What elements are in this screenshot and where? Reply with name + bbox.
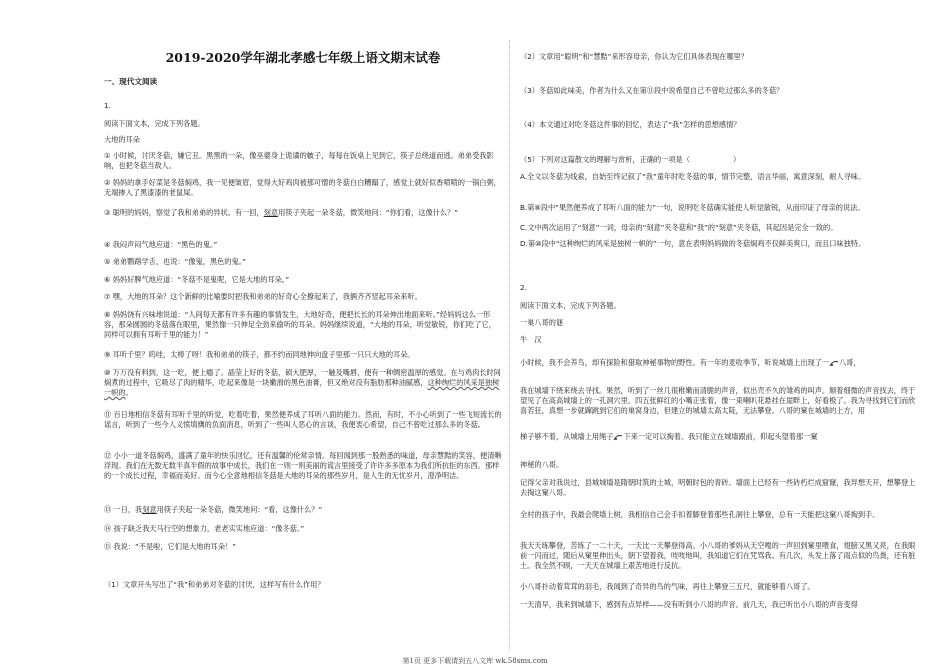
page-footer: 第1页 更多下载请到五八文库 wk.58sms.com [402,657,548,665]
paragraph-7: 我天天练攀登，苦练了一二十天，一天比一天攀登得高。小八哥的爹妈从天空嘎的一声回到窠里喂食，翅膀又黑又亮，在我眼前一闪而过，随后从窠里伸出头，朝下望着我，吱吱地叫，我知道它们在咒骂我。有几次，头发上落了雨点似的鸟粪，还有脏土。我全然不顾，一天天在城墙上艰苦地进行反抗。 [520,541,916,570]
sub-question-1: （1）文章开头写出了“我”和弟弟对冬菇的讨厌，这样写有什么作用？ [104,580,325,589]
option-a: A.全文以冬菇为线索，自始至终记叙了“我”童年时吃冬菇的事，情节完整，语言华丽，寓意深刻，耐人寻味。 [520,172,866,181]
question-number: 2. [520,283,527,292]
paragraph-1: 小时候，我不会养鸟，却有探险和猎取神秘事物的野性。有一年的麦收季节，听说城墙上出现了一 八哥， [520,358,861,367]
underlined-word: 刻意 [142,505,157,514]
paragraph-6: 全村的孩子中，我最会爬墙上树，我相信自己会手扣着脚登着那些孔洞往上攀登，总有一天能把这窠八哥掏到手。 [520,510,880,519]
paragraph-5: 记得父亲对我说过，县城城墙是隋朝时筑的土城，明朝时包的青砖。墙面上已经有一些砖朽烂成窟窿，我异想天开，想攀登上去掏这窠八哥。 [520,478,916,497]
exam-title: 2019-2020学年湖北孝感七年级上语文期末试卷 [165,50,441,65]
option-c: C.文中两次运用了“刻意”一词，母亲的“刻意”夹冬菇和“我”的“刻意”夹冬菇，其起因是完全一致的。 [520,223,838,232]
paragraph-3: ③ 聪明的妈妈，察觉了我和弟弟的异状。有一回，刻意用筷子夹起一朵冬菇，微笑地问：“你们看，这像什么？” [104,208,459,217]
paragraph-13: ⑬ 一日，我刻意用筷子夹起一朵冬菇，微笑地问：“看，这像什么？” [104,505,323,514]
underlined-word: 刻意 [263,208,279,217]
sub-question-3: （3）冬菇如此味美，作者为什么又在第⑪段中说希望自己不曾吃过那么多的冬菇？ [520,86,784,95]
passage-title: 一巢八哥的谜 [520,318,564,327]
paragraph-2: ② 妈妈的拿手好菜是冬菇焖鸡，我一见便皱眉，觉得大好鸡肉被那可憎的冬菇白白糟蹋了，感觉上就好似香喷喷的一锅白粥，无端掺入了黑漆漆的老鼠屎。 [104,178,501,197]
paragraph-12: ⑫ 小小一道冬菇焖鸡，盛满了童年的快乐回忆，还有温馨的伦常亲情。每回闻到那一股熟悉的味道，母亲慧黠的笑容，便清晰浮现。我们在无数无数半真半假的故事中成长，我们在一则一则美丽的谎言里接受了许许多多原本为我们所抗拒的东西。那样的一个成长过程，幸福而美好。而今心全意地相信冬菇是大地的耳朵的那些岁月，是人生的无忧岁月，澄净明洁。 [104,451,502,480]
sub-question-4: （4）本文通过对吃冬菇这件事的回忆，表达了“我”怎样的思想感情？ [520,120,741,129]
paragraph-5: ⑤ 弟弟鹦鹉学舌，也说：“像鬼，黑色的鬼。” [104,257,246,266]
question-number: 1. [104,101,111,110]
paragraph-4: 神秘的八哥。 [520,460,564,469]
option-b: B.第⑧段中“果然便养成了耳听八面的能力”一句，说明吃冬菇确实能使人听觉敏锐，从而印证了母亲的说法。 [520,203,865,212]
paragraph-4: ④ 我闷声闷气地应道：“黑色的鬼。” [104,240,218,249]
paragraph-9: ⑨ 耳听千里？呜哇，太棒了呀！我和弟弟的筷子，都不约而同地伸向盘子里那一只只大地的耳朵。 [104,350,415,359]
paragraph-9: 一天清早，我来到城墙下，感到有点异样——没有听到小八哥的声音。前几天，我已听出小八哥的声音变得 [520,600,858,609]
option-d: D.第⑩段中“这种绚烂的风采是独树一帜的”一句，意在表明妈妈做的冬菇焖鸡不仅鲜美爽口，而且口味独特。 [520,239,866,248]
paragraph-3: 梯子够不着，从城墙上用绳子 下来一定可以掏着。我只能立在城墙跟前，仰起头望着那一窠 [520,432,818,441]
paragraph-11: ⑪ 百日地相信冬菇有耳听千里的听觉，吃着吃着，果然便养成了耳听八面的能力。然而，有时，不小心听到了一些飞短流长的谣言，听到了一些今人义愤填膺的负面消息，听到了一些叫人恶心的言谈，我便衷心希望，自己不曾吃过那么多的冬菇。 [104,410,502,429]
column-divider [509,40,510,650]
paragraph-1: ① 小时候，讨厌冬菇，嫌它丑。黑黑的一朵，像巫婆身上诡谲的帔子，每每在饭桌上见到它，筷子总绕道而逃。弟弟受我影响，也把冬菇当敌人。 [104,151,494,170]
passage-author: 牛 汉 [520,335,542,344]
paragraph-7: ⑦ 嘿，大地的耳朵？这个新鲜的比喻要时把我和弟弟的好奇心全撩起来了，我俩齐齐竖起耳朵来听。 [104,292,422,301]
question-intro: 阅读下面文本，完成下列各题。 [104,119,205,128]
paragraph-6: ⑥ 妈妈好脾气地应道：“冬菇不是鬼呢，它是大地的耳朵。” [104,275,290,284]
inline-image-icon [613,433,623,442]
sub-question-2: （2）文章用“聪明”和“慧黠”来形容母亲，你认为它们具体表现在哪里？ [520,52,748,61]
paragraph-14: ⑭ 孩子缺乏我天马行空的想象力，老老实实地应道：“像冬菇。” [104,524,305,533]
wavy-underlined-sentence: 这种绚烂的风采是独树一帜的 [104,378,500,397]
sub-question-5: （5）下列对这篇散文的理解与赏析，正确的一项是（ ） [520,155,741,164]
question-intro: 阅读下面文本，完成下列各题。 [520,301,621,310]
paragraph-2: 我在城墙下绕来绕去寻找。果然，听到了一丝几很稚嫩而清脆的声音，似出壳不久的雏鸡的叫声。顺着细微的声音找去，终于望见了在高高城墙上的一孔洞穴里。四五张鲜红的小嘴正张着，像一束喇叭花悬挂在崖畔上，好看极了。我为寻找到它们而欣喜若狂，真想一步就蹿跳到它们的巢窝身边，但建立的城墙太高太陡，无法攀登。八哥的窠在城墙的上方，用 [520,386,916,415]
paragraph-8: 小八哥扑动着茸茸的羽毛，我闻到了奇异的鸟的气味，再往上攀登三五尺，就能够着八哥了。 [520,582,815,591]
inline-image-icon [829,359,839,368]
paragraph-15: ⑮ 我说：“不是啦，它们是大地的耳朵！” [104,542,236,551]
paragraph-10: ⑩ 万万没有料到，这一吃，便上瘾了。晶莹上好的冬菇，硕大肥厚，一触及嘴唇，便有一种绸密温厚的感觉。在与鸡肉长时间焖煮的过程中，它吸尽了肉的精华，吃起来像是一块嫩滑的黑色油膏，但又绝对没有脂肪那种油腻感，这种绚烂的风采是独树一帜的。 [104,368,501,397]
passage-title: 大地的耳朵 [104,135,140,144]
section-heading: 一、现代文阅读 [104,77,158,86]
paragraph-8: ⑧ 妈妈饶有兴味地说道：“人间每天都有许多有趣的事情发生，大地好奇，便把长长的耳朵伸出地面来听。”经妈妈这么一形容，那朵圆圆的冬菇落在眼里，果然像一只伸足全劲来偷听的耳朵。妈妈继续说道，“大地的耳朵，听觉敏锐，你们吃了它，同样可以拥有耳听千里的能力！” [104,310,496,339]
